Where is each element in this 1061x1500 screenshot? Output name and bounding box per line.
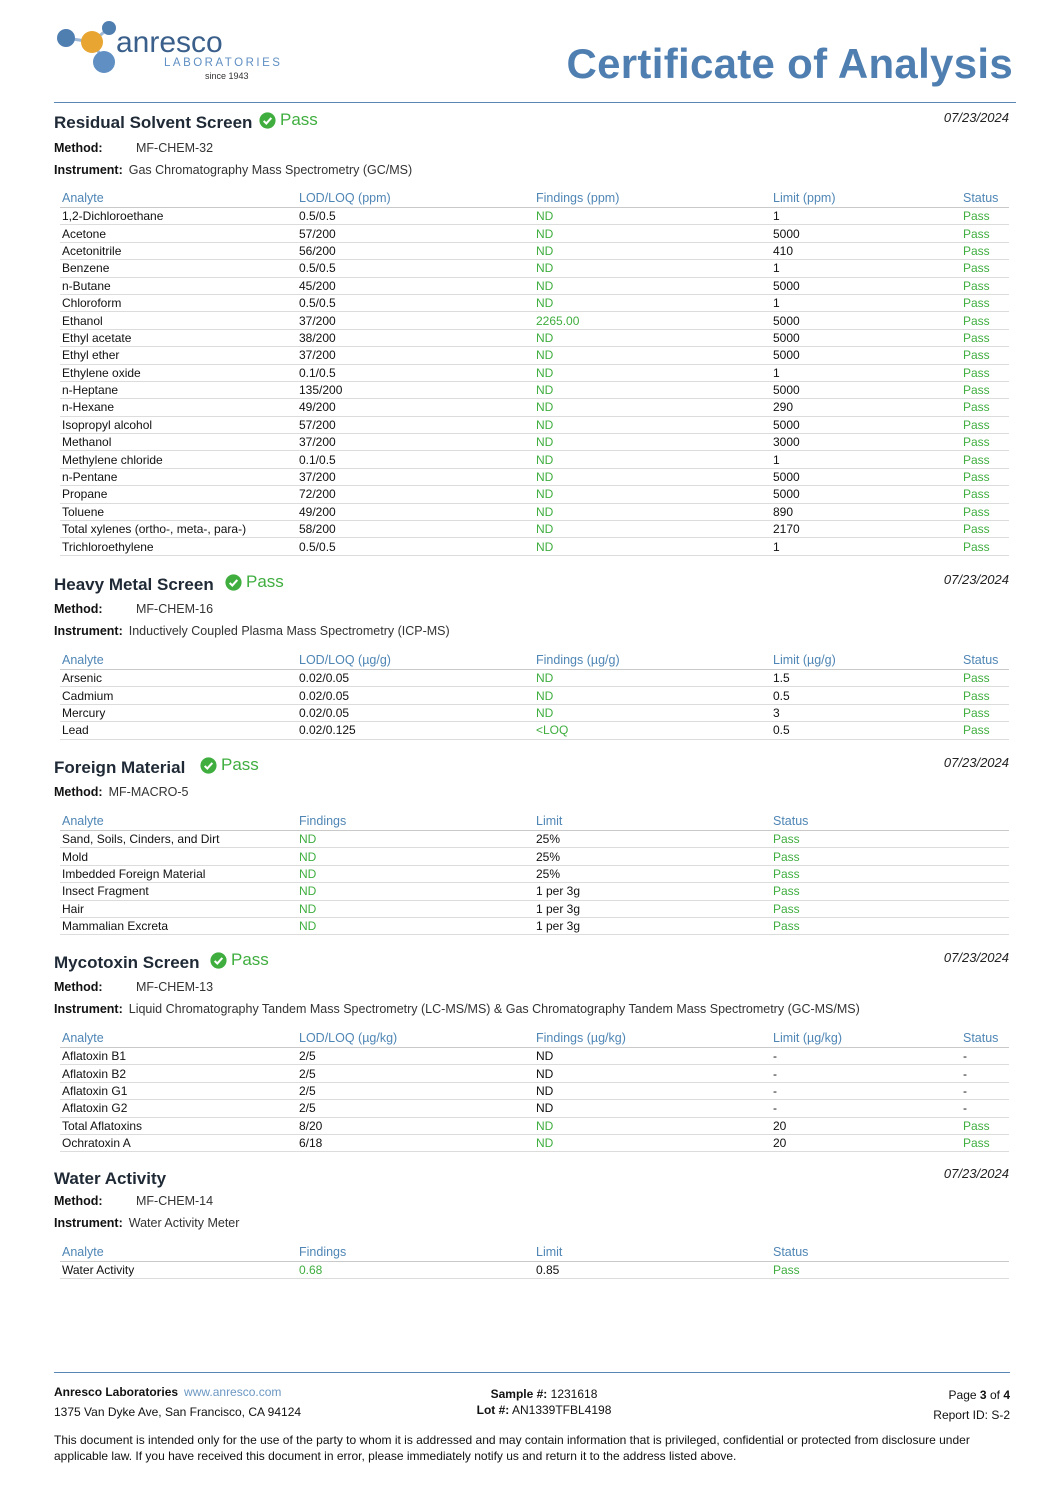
column-header: Status [771,1245,1009,1262]
value-cell: 1 [771,208,961,225]
column-header: LOD/LOQ (ppm) [297,191,534,208]
column-header: Findings (µg/kg) [534,1031,771,1048]
value-cell: Pass [961,468,1009,485]
value-cell: 0.1/0.5 [297,364,534,381]
value-cell: ND [534,277,771,294]
column-header: Limit (ppm) [771,191,961,208]
method-line: Method: MF-CHEM-14 [54,1194,214,1208]
value-cell: Pass [961,294,1009,311]
value-cell: 0.5/0.5 [297,538,534,555]
value-cell: ND [534,1065,771,1082]
analyte-cell: n-Pentane [60,468,297,485]
value-cell: 0.5 [771,687,961,704]
disclaimer: This document is intended only for the use of the party to whom it is addressed and may contain information that is privileged, confidential or protected from disclosure under applicable law. If you have received this document in error, please immediately notify us and return it to the address listed above. [54,1433,970,1463]
value-cell: ND [297,848,534,865]
value-cell: ND [534,1082,771,1099]
analyte-cell: Arsenic [60,670,297,687]
analyte-cell: Ethanol [60,312,297,329]
column-header: LOD/LOQ (µg/kg) [297,1031,534,1048]
value-cell: 2265.00 [534,312,771,329]
value-cell: 37/200 [297,312,534,329]
table-row [60,208,1009,225]
method-line: Method: MF-CHEM-13 [54,980,214,994]
value-cell: Pass [961,503,1009,520]
table-row [60,329,1009,346]
value-cell: 3000 [771,434,961,451]
value-cell: Pass [771,865,1009,882]
analyte-cell: Lead [60,722,297,739]
value-cell: 0.02/0.05 [297,670,534,687]
table-row [60,1100,1009,1117]
column-header: Limit (µg/kg) [771,1031,961,1048]
analyte-cell: Ethyl acetate [60,329,297,346]
value-cell: ND [297,831,534,848]
value-cell: 1 per 3g [534,917,771,934]
instrument-line: Instrument: Water Activity Meter [54,1216,240,1230]
table-row [60,848,1009,865]
value-cell: - [771,1065,961,1082]
value-cell: Pass [961,416,1009,433]
analyte-cell: Methanol [60,434,297,451]
value-cell: Pass [961,277,1009,294]
column-header: Findings [297,814,534,831]
value-cell: 0.02/0.05 [297,704,534,721]
value-cell: 5000 [771,277,961,294]
value-cell: 5000 [771,486,961,503]
results-table [60,653,1009,740]
status-badge: Pass [259,110,318,130]
page-footer [54,1372,1010,1422]
results-table [60,814,1009,935]
page-info: Page 3 of 4 Report ID: S-2 [933,1388,1010,1422]
value-cell: Pass [771,900,1009,917]
analyte-cell: Sand, Soils, Cinders, and Dirt [60,831,297,848]
column-header: Findings (ppm) [534,191,771,208]
analyte-cell: Toluene [60,503,297,520]
value-cell: ND [534,1134,771,1151]
column-header: Limit [534,814,771,831]
value-cell: 0.02/0.125 [297,722,534,739]
value-cell: 25% [534,865,771,882]
table-row [60,1117,1009,1134]
svg-text:anresco: anresco [116,26,223,59]
table-row [60,399,1009,416]
section-title: Mycotoxin Screen [54,953,200,972]
value-cell: ND [534,208,771,225]
status-badge: Pass [200,755,259,775]
value-cell: 0.5/0.5 [297,260,534,277]
table-row [60,722,1009,739]
value-cell: 5000 [771,381,961,398]
analyte-cell: Insect Fragment [60,883,297,900]
table-header-row [60,1245,1009,1262]
analyte-cell: Mold [60,848,297,865]
analyte-cell: n-Butane [60,277,297,294]
foreign-material-section [54,755,1009,943]
residual-solvent-section [54,110,1009,563]
value-cell: - [771,1100,961,1117]
table-header-row [60,653,1009,670]
table-row [60,1082,1009,1099]
value-cell: 1 [771,364,961,381]
value-cell: ND [534,1048,771,1065]
check-circle-icon [200,757,217,774]
analyte-cell: n-Heptane [60,381,297,398]
value-cell: ND [534,329,771,346]
value-cell: 5000 [771,347,961,364]
value-cell: 8/20 [297,1117,534,1134]
value-cell: Pass [961,1134,1009,1151]
value-cell: ND [534,468,771,485]
value-cell: ND [297,917,534,934]
value-cell: 1.5 [771,670,961,687]
analyte-cell: Ethylene oxide [60,364,297,381]
value-cell: ND [534,486,771,503]
analyte-cell: Methylene chloride [60,451,297,468]
value-cell: 25% [534,831,771,848]
value-cell: 45/200 [297,277,534,294]
value-cell: Pass [961,687,1009,704]
value-cell: Pass [961,381,1009,398]
value-cell: ND [534,347,771,364]
water-activity-section [54,1166,1009,1289]
column-header: Status [961,191,1009,208]
analyte-cell: Acetone [60,225,297,242]
column-header: Limit [534,1245,771,1262]
table-row [60,900,1009,917]
value-cell: 72/200 [297,486,534,503]
value-cell: ND [534,687,771,704]
document-title: Certificate of Analysis [566,40,1013,87]
value-cell: 2170 [771,521,961,538]
analyte-cell: Imbedded Foreign Material [60,865,297,882]
value-cell: <LOQ [534,722,771,739]
table-row [60,670,1009,687]
value-cell: 0.68 [297,1262,534,1279]
table-row [60,486,1009,503]
value-cell: ND [297,865,534,882]
table-row [60,521,1009,538]
value-cell: Pass [961,364,1009,381]
column-header: Analyte [60,653,297,670]
results-table [60,1245,1009,1279]
value-cell: - [961,1065,1009,1082]
analyte-cell: Total xylenes (ortho-, meta-, para-) [60,521,297,538]
value-cell: Pass [771,831,1009,848]
table-row [60,381,1009,398]
value-cell: Pass [961,434,1009,451]
value-cell: 1 [771,260,961,277]
value-cell: ND [534,381,771,398]
check-circle-icon [259,112,276,129]
table-row [60,468,1009,485]
table-row [60,1262,1009,1279]
table-row [60,917,1009,934]
results-table [60,1031,1009,1152]
analyte-cell: Cadmium [60,687,297,704]
value-cell: Pass [961,670,1009,687]
analyte-cell: Aflatoxin B2 [60,1065,297,1082]
section-date: 07/23/2024 [943,1166,1009,1181]
value-cell: 37/200 [297,468,534,485]
table-row [60,831,1009,848]
analyte-cell: Isopropyl alcohol [60,416,297,433]
table-row [60,312,1009,329]
value-cell: Pass [771,848,1009,865]
value-cell: - [771,1048,961,1065]
value-cell: ND [534,364,771,381]
value-cell: 49/200 [297,399,534,416]
value-cell: Pass [961,260,1009,277]
value-cell: ND [534,538,771,555]
column-header: Findings [297,1245,534,1262]
value-cell: ND [534,503,771,520]
value-cell: ND [534,521,771,538]
table-row [60,260,1009,277]
value-cell: ND [297,883,534,900]
section-date: 07/23/2024 [943,950,1009,965]
value-cell: 0.5/0.5 [297,208,534,225]
table-row [60,1065,1009,1082]
analyte-cell: Acetonitrile [60,242,297,259]
column-header: Limit (µg/g) [771,653,961,670]
column-header: Analyte [60,814,297,831]
section-date: 07/23/2024 [943,755,1009,770]
analyte-cell: Water Activity [60,1262,297,1279]
value-cell: Pass [961,521,1009,538]
instrument-line: Instrument: Inductively Coupled Plasma Mass Spectrometry (ICP-MS) [54,624,450,638]
value-cell: ND [534,225,771,242]
analyte-cell: Hair [60,900,297,917]
value-cell: Pass [961,242,1009,259]
value-cell: ND [534,434,771,451]
analyte-cell: Ochratoxin A [60,1134,297,1151]
section-title: Foreign Material [54,758,186,777]
value-cell: 890 [771,503,961,520]
anresco-logo [54,18,284,90]
analyte-cell: Propane [60,486,297,503]
value-cell: Pass [961,704,1009,721]
table-header-row [60,191,1009,208]
website-link[interactable]: www.anresco.com [184,1385,282,1399]
value-cell: Pass [961,1117,1009,1134]
value-cell: ND [534,1100,771,1117]
section-date: 07/23/2024 [943,572,1009,587]
value-cell: 20 [771,1117,961,1134]
value-cell: 58/200 [297,521,534,538]
value-cell: 0.5/0.5 [297,294,534,311]
value-cell: - [961,1100,1009,1117]
value-cell: 20 [771,1134,961,1151]
analyte-cell: Trichloroethylene [60,538,297,555]
value-cell: 5000 [771,468,961,485]
analyte-cell: Aflatoxin G2 [60,1100,297,1117]
column-header: Status [961,653,1009,670]
value-cell: 2/5 [297,1082,534,1099]
value-cell: ND [534,399,771,416]
table-header-row [60,1031,1009,1048]
analyte-cell: 1,2-Dichloroethane [60,208,297,225]
value-cell: 56/200 [297,242,534,259]
heavy-metal-section [54,572,1009,745]
analyte-cell: Mercury [60,704,297,721]
value-cell: 1 per 3g [534,900,771,917]
column-header: Findings (µg/g) [534,653,771,670]
table-row [60,225,1009,242]
value-cell: 49/200 [297,503,534,520]
column-header: Analyte [60,191,297,208]
analyte-cell: Aflatoxin B1 [60,1048,297,1065]
value-cell: Pass [961,451,1009,468]
table-row [60,416,1009,433]
value-cell: 135/200 [297,381,534,398]
footer-address: 1375 Van Dyke Ave, San Francisco, CA 94124 [54,1405,302,1419]
section-date: 07/23/2024 [943,110,1009,125]
value-cell: 1 [771,538,961,555]
value-cell: Pass [961,722,1009,739]
value-cell: - [961,1048,1009,1065]
table-row [60,883,1009,900]
value-cell: 2/5 [297,1065,534,1082]
value-cell: 37/200 [297,347,534,364]
analyte-cell: Aflatoxin G1 [60,1082,297,1099]
table-row [60,347,1009,364]
value-cell: 0.5 [771,722,961,739]
value-cell: Pass [961,329,1009,346]
value-cell: Pass [961,312,1009,329]
analyte-cell: Total Aflatoxins [60,1117,297,1134]
value-cell: Pass [961,486,1009,503]
value-cell: ND [534,451,771,468]
value-cell: 37/200 [297,434,534,451]
section-title: Heavy Metal Screen [54,575,214,594]
table-row [60,277,1009,294]
value-cell: Pass [771,883,1009,900]
value-cell: 6/18 [297,1134,534,1151]
value-cell: 290 [771,399,961,416]
status-badge: Pass [210,950,269,970]
table-row [60,364,1009,381]
method-line: Method: MF-CHEM-32 [54,141,214,155]
value-cell: 57/200 [297,225,534,242]
check-circle-icon [225,574,242,591]
value-cell: Pass [771,917,1009,934]
value-cell: 5000 [771,416,961,433]
status-badge: Pass [225,572,284,592]
sample-info: Sample #: 1231618 Lot #: AN1339TFBL4198 [476,1387,612,1417]
value-cell: 410 [771,242,961,259]
value-cell: 57/200 [297,416,534,433]
value-cell: Pass [961,208,1009,225]
footer-company: Anresco Laboratories www.anresco.com [54,1385,282,1399]
value-cell: 0.02/0.05 [297,687,534,704]
table-row [60,294,1009,311]
section-title: Water Activity [54,1169,167,1188]
value-cell: 1 per 3g [534,883,771,900]
value-cell: 0.85 [534,1262,771,1279]
value-cell: 38/200 [297,329,534,346]
value-cell: 25% [534,848,771,865]
table-row [60,865,1009,882]
value-cell: Pass [771,1262,1009,1279]
table-row [60,434,1009,451]
value-cell: 5000 [771,312,961,329]
column-header: Status [771,814,1009,831]
column-header: LOD/LOQ (µg/g) [297,653,534,670]
value-cell: Pass [961,399,1009,416]
analyte-cell: Chloroform [60,294,297,311]
table-row [60,1134,1009,1151]
table-row [60,704,1009,721]
value-cell: - [961,1082,1009,1099]
value-cell: ND [534,416,771,433]
analyte-cell: Mammalian Excreta [60,917,297,934]
value-cell: ND [534,294,771,311]
mycotoxin-section [54,950,1009,1163]
table-row [60,538,1009,555]
section-title: Residual Solvent Screen [54,113,253,132]
results-table [60,191,1009,556]
value-cell: ND [534,260,771,277]
table-row [60,687,1009,704]
analyte-cell: Ethyl ether [60,347,297,364]
value-cell: Pass [961,347,1009,364]
table-row [60,503,1009,520]
value-cell: Pass [961,225,1009,242]
value-cell: ND [534,704,771,721]
value-cell: ND [534,242,771,259]
instrument-line: Instrument: Gas Chromatography Mass Spectrometry (GC/MS) [54,163,413,177]
value-cell: 2/5 [297,1100,534,1117]
value-cell: 2/5 [297,1048,534,1065]
value-cell: 5000 [771,225,961,242]
value-cell: ND [534,1117,771,1134]
method-line: Method: MF-CHEM-16 [54,602,214,616]
column-header: Analyte [60,1031,297,1048]
value-cell: Pass [961,538,1009,555]
value-cell: 3 [771,704,961,721]
value-cell: 1 [771,294,961,311]
analyte-cell: Benzene [60,260,297,277]
method-line: Method: MF-MACRO-5 [54,785,189,799]
value-cell: 1 [771,451,961,468]
svg-text:LABORATORIES: LABORATORIES [164,57,283,69]
check-circle-icon [210,952,227,969]
analyte-cell: n-Hexane [60,399,297,416]
column-header: Analyte [60,1245,297,1262]
instrument-line: Instrument: Liquid Chromatography Tandem Mass Spectrometry (LC-MS/MS) & Gas Chromatography Tandem Mass Spectrometry (GC-MS/MS) [54,1002,860,1016]
value-cell: - [771,1082,961,1099]
value-cell: 5000 [771,329,961,346]
value-cell: ND [534,670,771,687]
page-header [54,18,1016,103]
table-row [60,451,1009,468]
table-row [60,242,1009,259]
table-row [60,1048,1009,1065]
table-header-row [60,814,1009,831]
svg-text:since 1943: since 1943 [205,71,249,81]
value-cell: ND [297,900,534,917]
value-cell: 0.1/0.5 [297,451,534,468]
column-header: Status [961,1031,1009,1048]
